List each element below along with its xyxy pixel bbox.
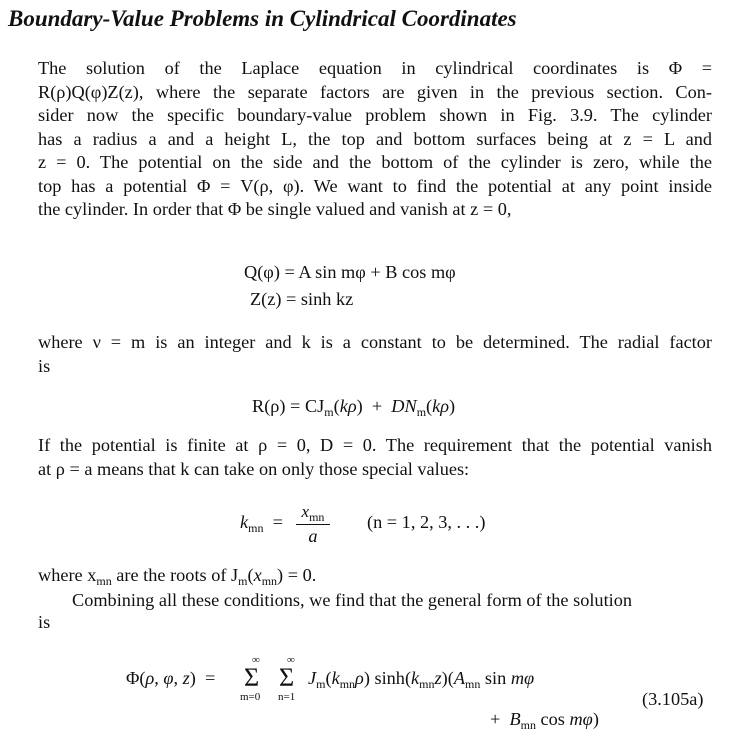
sum-m-upper: ∞	[252, 654, 260, 666]
fraction-numerator: $x_{mn}$	[301, 502, 325, 524]
paragraph-line: If the potential is finite at ρ = 0, D = 0. The requirement that the potential vanish	[38, 435, 712, 455]
paragraph-line: is	[38, 355, 51, 376]
sum-m-sign: Σ	[244, 663, 260, 692]
paragraph-line: The solution of the Laplace equation in cylindrical coordinates is Φ =	[38, 58, 712, 78]
general-solution-rhs: $J_m(k_{mn}\rho)$ $\sinh(k_{mn}z)(A_{mn}$ sin mφ	[308, 668, 535, 691]
equation-number: (3.105a)	[642, 689, 704, 709]
paragraph-line: has a radius a and a height L, the top and bottom surfaces being at z = L and	[38, 128, 712, 149]
sum-m-lower: m=0	[240, 691, 261, 703]
paragraph-line: top has a potential Φ = V(ρ, φ). We want to find the potential at any point inside	[38, 175, 712, 196]
sum-n-lower: n=1	[278, 691, 296, 703]
k-subscript: mn	[248, 521, 264, 535]
paragraph-line: at ρ = a means that k can take on only those special values:	[38, 458, 470, 479]
paragraph-line: Combining all these conditions, we find that the general form of the solution	[72, 590, 633, 610]
paragraph-line: z = 0. The potential on the side and the bottom of the cylinder is zero, while the	[38, 152, 712, 172]
finite-paragraph	[38, 434, 712, 481]
roots-line: where $x_{mn}$ are the roots of $J_m(x_{mn}) = 0$.	[38, 565, 317, 588]
fraction-bar	[296, 524, 330, 525]
sum-n-sign: Σ	[279, 663, 295, 692]
k-fraction	[296, 502, 330, 550]
general-solution-lhs: Φ(ρ, φ, z) =	[126, 668, 216, 688]
paragraph-line: sider now the specific boundary-value problem shown in Fig. 3.9. The cylinder	[38, 105, 712, 125]
section-title: Boundary-Value Problems in Cylindrical Coordinates	[8, 6, 517, 31]
equation-r-text: R(ρ) = CJ	[252, 396, 325, 416]
general-solution-cont: + $B_{mn}$ cos mφ)	[490, 709, 599, 732]
equation-k: $k_{mn}$ =	[240, 512, 283, 535]
radial-paragraph	[38, 331, 712, 378]
equation-z: Z(z) = sinh kz	[250, 289, 354, 309]
combining-paragraph	[72, 589, 712, 613]
sum-n-upper: ∞	[287, 654, 295, 666]
paragraph-line: R(ρ)Q(φ)Z(z), where the separate factors are given in the previous section. Con-	[38, 81, 712, 102]
equation-q: Q(φ) = A sin mφ + B cos mφ	[244, 262, 456, 282]
equation-r: $R(\rho) = CJ_m(k\rho) + DN_m(k\rho)$	[252, 396, 456, 419]
paragraph-line: is	[38, 612, 51, 632]
intro-paragraph	[38, 57, 712, 222]
paragraph-line: the cylinder. In order that Φ be single valued and vanish at z = 0,	[38, 199, 512, 219]
paragraph-line: where ν = m is an integer and k is a constant to be determined. The radial factor	[38, 332, 712, 352]
fraction-denominator: a	[308, 526, 318, 546]
k-range: (n = 1, 2, 3, . . .)	[367, 512, 486, 532]
